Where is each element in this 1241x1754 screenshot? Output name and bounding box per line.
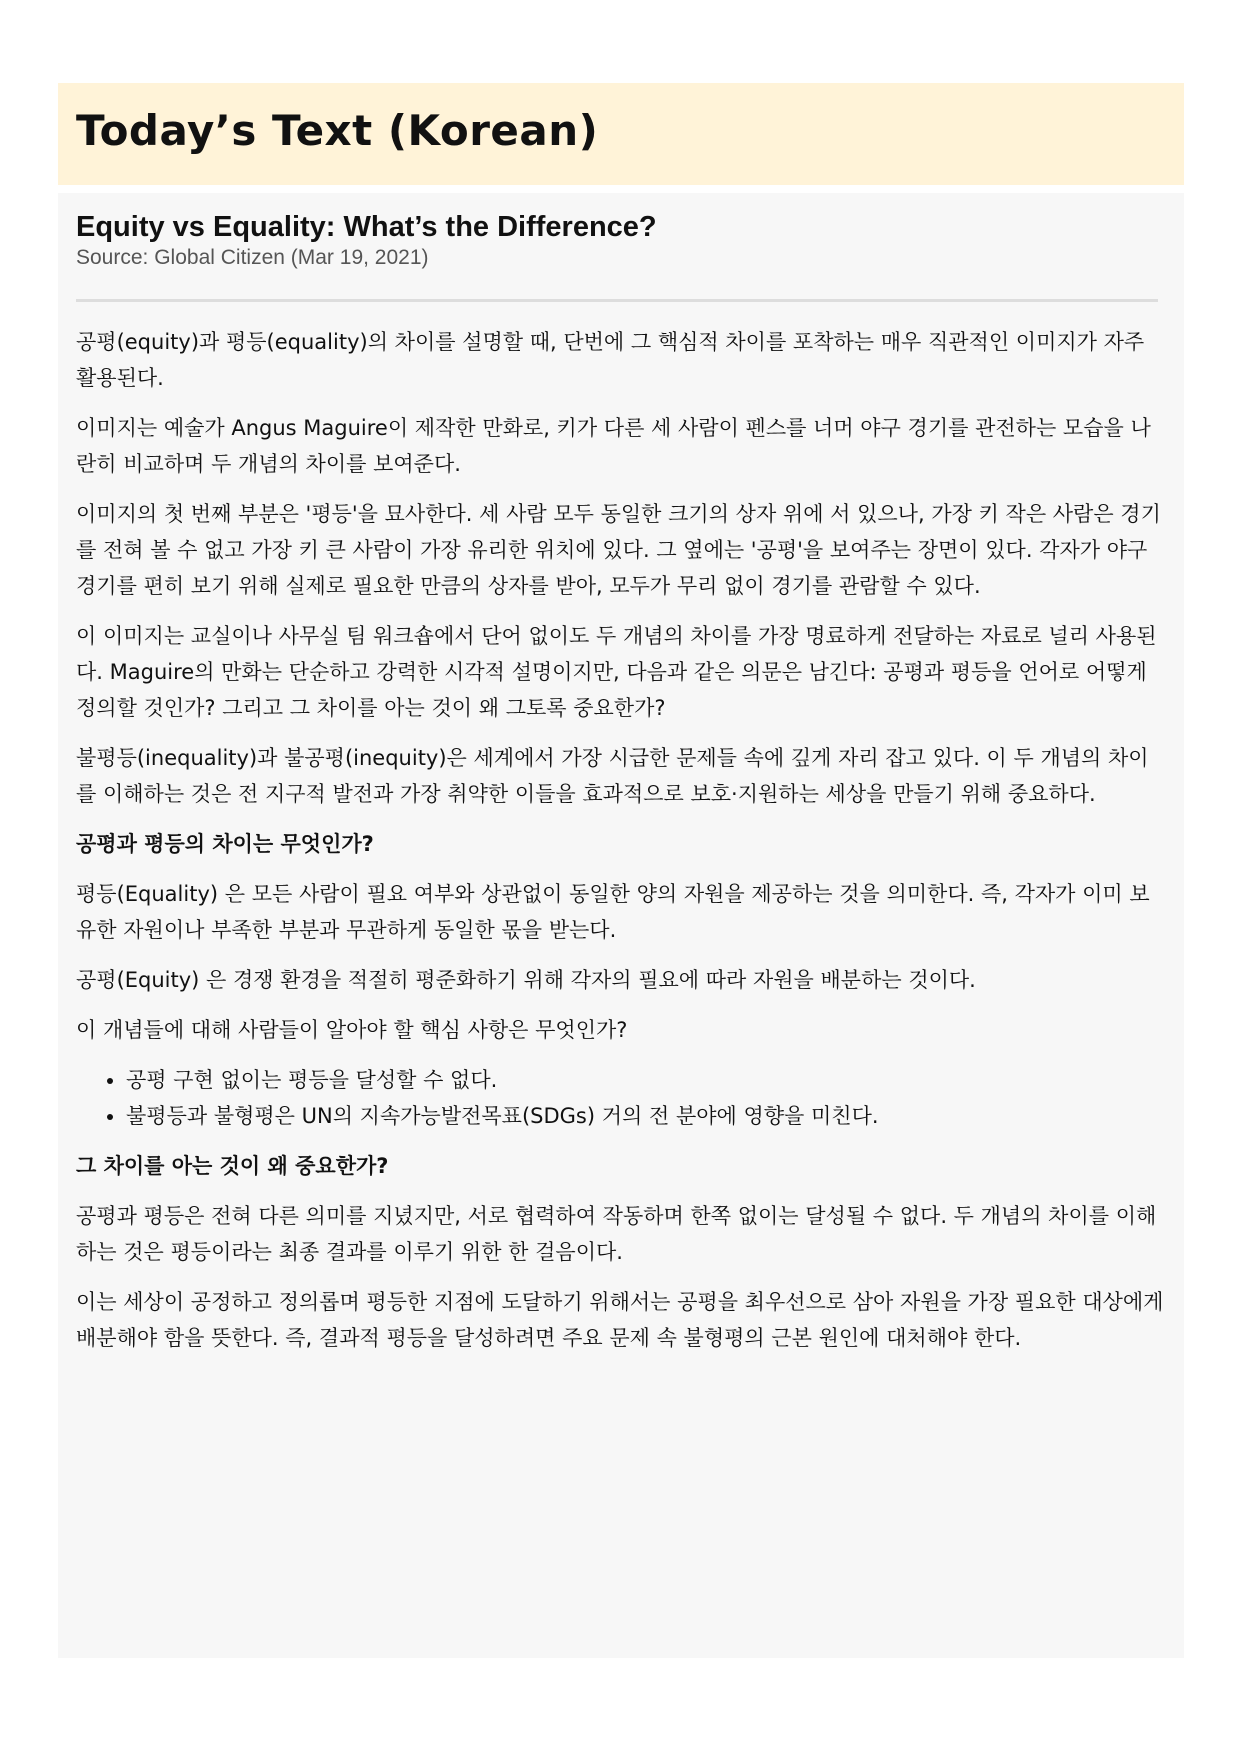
paragraph: 공평(Equity) 은 경쟁 환경을 적절히 평준화하기 위해 각자의 필요에 따라 자원을 배분하는 것이다. bbox=[76, 968, 976, 992]
paragraph: 공평과 평등은 전혀 다른 의미를 지녔지만, 서로 협력하여 작동하며 한쪽 없이는 달성될 수 없다. 두 개념의 차이를 이해하는 것은 평등이라는 최종 결과를 이루기 위한 한 걸음이다. bbox=[76, 1204, 1157, 1264]
paragraph: 불평등(inequality)과 불공평(inequity)은 세계에서 가장 시급한 문제들 속에 깊게 자리 잡고 있다. 이 두 개념의 차이를 이해하는 것은 전 지구적 발전과 가장 취약한 이들을 효과적으로 보호·지원하는 세상을 만들기 위해 중요하다. bbox=[76, 746, 1149, 806]
section-heading: 공평과 평등의 차이는 무엇인가? bbox=[76, 832, 374, 856]
list-item: • 공평 구현 없이는 평등을 달성할 수 없다. bbox=[126, 1062, 1166, 1098]
paragraph: 이미지의 첫 번째 부분은 '평등'을 묘사한다. 세 사람 모두 동일한 크기의 상자 위에 서 있으나, 가장 키 작은 사람은 경기를 전혀 볼 수 없고 가장 키 큰 사람이 가장 유리한 위치에 있다. 그 옆에는 '공평'을 보여주는 장면이 있다. 각자가 야구 경기를 편히 보기 위해 실제로 필요한 만큼의 상자를 받아, 모두가 무리 없이 경기를 관람할 수 있다. bbox=[76, 502, 1161, 598]
article-source: Source: Global Citizen (Mar 19, 2021) bbox=[76, 246, 429, 269]
article-body bbox=[76, 324, 1166, 1356]
divider bbox=[76, 299, 1158, 302]
paragraph: 이는 세상이 공정하고 정의롭며 평등한 지점에 도달하기 위해서는 공평을 최우선으로 삼아 자원을 가장 필요한 대상에게 배분해야 함을 뜻한다. 즉, 결과적 평등을 달성하려면 주요 문제 속 불형평의 근본 원인에 대처해야 한다. bbox=[76, 1290, 1164, 1350]
paragraph: 이 이미지는 교실이나 사무실 팀 워크숍에서 단어 없이도 두 개념의 차이를 가장 명료하게 전달하는 자료로 널리 사용된다. Maguire의 만화는 단순하고 강력한 시각적 설명이지만, 다음과 같은 의문은 남긴다: 공평과 평등을 언어로 어떻게 정의할 것인가? 그리고 그 차이를 아는 것이 왜 그토록 중요한가? bbox=[76, 624, 1157, 720]
bullet-list bbox=[76, 1062, 1166, 1134]
article-title: Equity vs Equality: What’s the Difference? bbox=[76, 211, 657, 243]
list-item: • 불평등과 불형평은 UN의 지속가능발전목표(SDGs) 거의 전 분야에 영향을 미친다. bbox=[126, 1098, 1166, 1134]
paragraph: 이 개념들에 대해 사람들이 알아야 할 핵심 사항은 무엇인가? bbox=[76, 1018, 628, 1042]
section-heading: 그 차이를 아는 것이 왜 중요한가? bbox=[76, 1154, 389, 1178]
article-card bbox=[58, 193, 1184, 1658]
page-header-banner bbox=[58, 83, 1184, 185]
page-title: Today’s Text (Korean) bbox=[76, 106, 599, 155]
paragraph: 평등(Equality) 은 모든 사람이 필요 여부와 상관없이 동일한 양의 자원을 제공하는 것을 의미한다. 즉, 각자가 이미 보유한 자원이나 부족한 부분과 무관하게 동일한 몫을 받는다. bbox=[76, 882, 1150, 942]
paragraph: 이미지는 예술가 Angus Maguire이 제작한 만화로, 키가 다른 세 사람이 펜스를 너머 야구 경기를 관전하는 모습을 나란히 비교하며 두 개념의 차이를 보여준다. bbox=[76, 416, 1151, 476]
paragraph: 공평(equity)과 평등(equality)의 차이를 설명할 때, 단번에 그 핵심적 차이를 포착하는 매우 직관적인 이미지가 자주 활용된다. bbox=[76, 330, 1145, 390]
